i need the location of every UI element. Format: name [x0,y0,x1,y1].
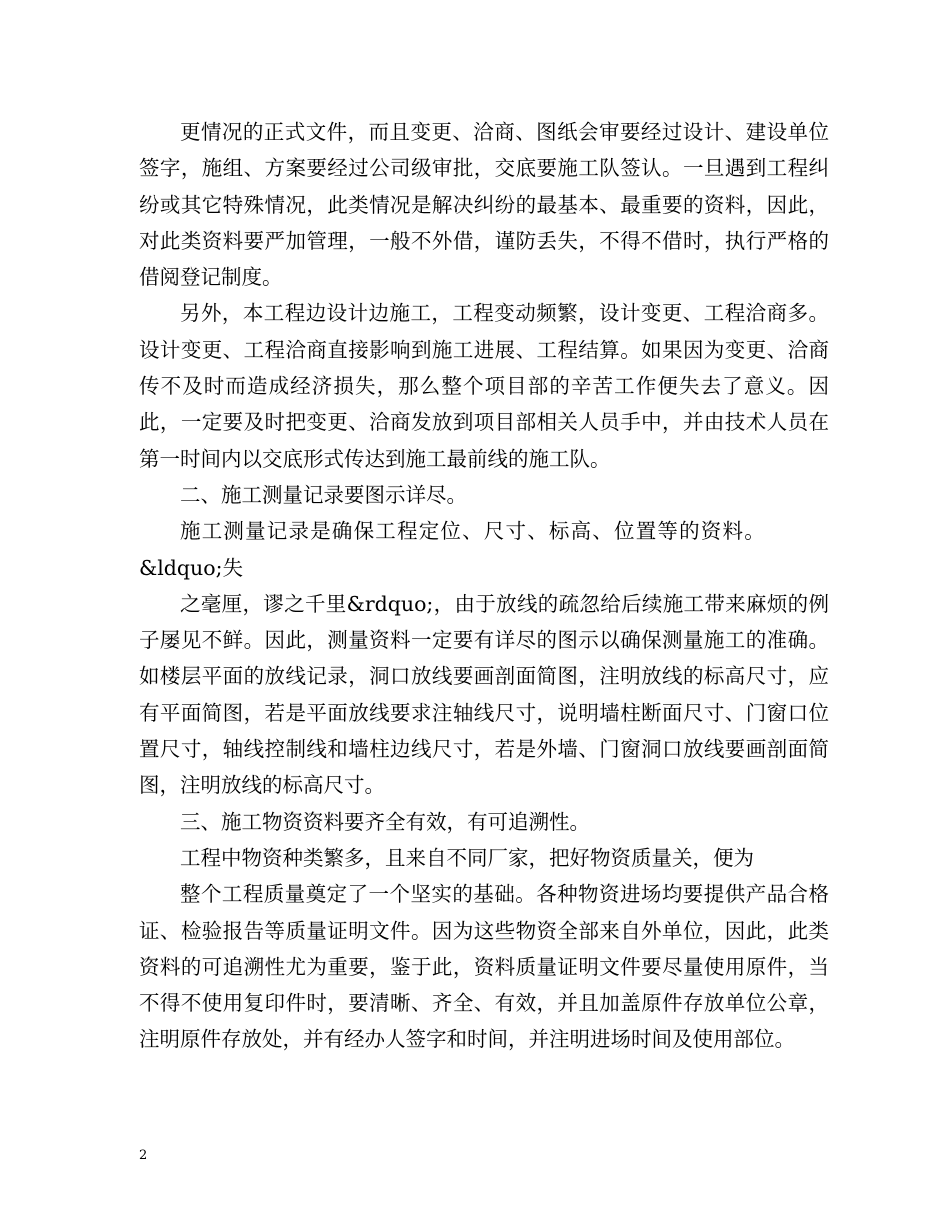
paragraph-material-details: 整个工程质量奠定了一个坚实的基础。各种物资进场均要提供产品合格证、检验报告等质量证明文件。因为这些物资全部来自外单位，因此，此类资料的可追溯性尤为重要，鉴于此，资料质量证明文件要尽量使用原件，当不得不使用复印件时，要清晰、齐全、有效，并且加盖原件存放单位公章，注明原件存放处，并有经办人签字和时间，并注明进场时间及使用部位。 [139,882,829,1052]
paragraph-archive-management: 更情况的正式文件，而且变更、洽商、图纸会审要经过设计、建设单位签字，施组、方案要经过公司级审批，交底要施工队签认。一旦遇到工程纠纷或其它特殊情况，此类情况是解决纠纷的最基本、最重要的资料，因此，对此类资料要严加管理，一般不外借，谨防丢失，不得不借时，执行严格的借阅登记制度。 [139,120,829,290]
section-heading-survey-records: 二、施工测量记录要图示详尽。 [180,482,467,507]
document-body [139,114,829,1058]
paragraph-survey-details: 之毫厘，谬之千里&rdquo;，由于放线的疏忽给后续施工带来麻烦的例子屡见不鲜。因此，测量资料一定要有详尽的图示以确保测量施工的准确。如楼层平面的放线记录，洞口放线要画剖面简图，注明放线的标高尺寸，应有平面简图，若是平面放线要求注轴线尺寸，说明墙柱断面尺寸、门窗口位置尺寸，轴线控制线和墙柱边线尺寸，若是外墙、门窗洞口放线要画剖面简图，注明放线的标高尺寸。 [139,591,829,798]
section-heading-material-records: 三、施工物资资料要齐全有效，有可追溯性。 [180,809,590,834]
paragraph-survey-quote-fragment: &ldquo;失 [139,555,244,580]
paragraph-material-intro: 工程中物资种类繁多，且来自不同厂家，把好物资质量关，便为 [180,845,754,870]
page-number: 2 [139,1148,148,1163]
paragraph-survey-intro: 施工测量记录是确保工程定位、尺寸、标高、位置等的资料。 [180,519,766,544]
paragraph-design-changes: 另外，本工程边设计边施工，工程变动频繁，设计变更、工程洽商多。设计变更、工程洽商直接影响到施工进展、工程结算。如果因为变更、洽商传不及时而造成经济损失，那么整个项目部的辛苦工作便失去了意义。因此，一定要及时把变更、洽商发放到项目部相关人员手中，并由技术人员在第一时间内以交底形式传达到施工最前线的施工队。 [139,301,829,471]
